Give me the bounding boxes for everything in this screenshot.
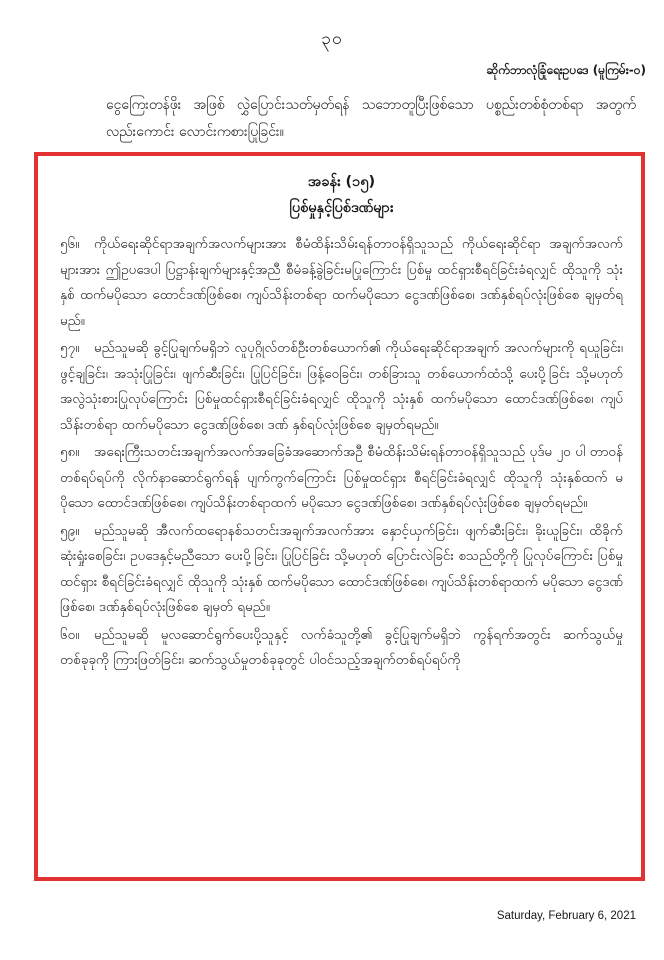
section-text: မည်သူမဆို ခွင့်ပြုချက်မရှိဘဲ လူပုဂ္ဂိုလ်တစ်ဦးတစ်ယောက်၏ ကိုယ်ရေးဆိုင်ရာအချက် အလက်များကို ရယူခြင်း၊ ဖွင့်ချခြင်း၊ အသုံးပြုခြင်း၊ ဖျက်ဆီးခြင်း၊ ပြုပြင်ခြင်း၊ ဖြန့်ဝေခြင်း၊ တစ်ခြားသူ တစ်ယောက်ထံသို့ ပေးပို့ခြင်း သို့မဟုတ် အလွဲသုံးစားပြုလုပ်ကြောင်း ပြစ်မှုထင်ရှားစီရင်ခြင်းခံရလျှင် ထိုသူကို သုံးနှစ် ထက်မပိုသော ထောင်ဒဏ်ဖြစ်စေ၊ ကျပ်သိန်းတစ်ရာ ထက်မပိုသော ငွေဒဏ်ဖြစ်စေ၊ ဒဏ် နှစ်ရပ်လုံးဖြစ်စေ ချမှတ်ရမည်။ xyxy=(60,340,623,433)
chapter-title: အခန်း (၁၅) xyxy=(307,174,376,190)
section-number: ၅၉။ xyxy=(60,522,80,539)
chapter-subtitle: ပြစ်မှုနှင့်ပြစ်ဒဏ်များ xyxy=(289,200,394,216)
section-58 xyxy=(60,440,623,517)
section-60 xyxy=(60,623,623,674)
section-text: မည်သူမဆို မူလဆောင်ရွက်ပေးပို့သူနှင့် လက်ခံသူတို့၏ ခွင့်ပြုချက်မရှိဘဲ ကွန်ရက်အတွင်း ဆက်သွယ်မှု တစ်ခုခုကို ကြားဖြတ်ခြင်း၊ ဆက်သွယ်မှုတစ်ခုခုတွင် ပါဝင်သည့်အချက်တစ်ရပ်ရပ်ကို xyxy=(60,626,623,668)
page-number: ၃၀ xyxy=(321,29,343,49)
section-number: ၅၈။ xyxy=(60,444,80,460)
intro-text: ငွေကြေးတန်ဖိုး အဖြစ် လွှဲပြောင်းသတ်မှတ်ရန် သဘောတူပြီးဖြစ်သော ပစ္စည်းတစ်စုံတစ်ရာ အတွက် လည်းကောင်း လောင်းကစားပြုခြင်း။ xyxy=(106,97,636,140)
section-text: မည်သူမဆို အီလက်ထရောနစ်သတင်းအချက်အလက်အား နှောင့်ယှက်ခြင်း၊ ဖျက်ဆီးခြင်း၊ ခိုးယူခြင်း၊ ထိခိုက်ဆုံးရှုံးစေခြင်း၊ ဥပဒေနှင့်မညီသော ပေးပို့ခြင်း၊ ပြုပြင်ခြင်း သို့မဟုတ် ပြောင်းလဲခြင်း စသည်တို့ကို ပြုလုပ်ကြောင်း ပြစ်မှုထင်ရှား စီရင်ခြင်းခံရလျှင် ထိုသူကို သုံးနှစ် ထက်မပိုသော ထောင်ဒဏ်ဖြစ်စေ၊ ကျပ်သိန်းတစ်ရာထက် မပိုသော ငွေဒဏ်ဖြစ်စေ၊ ဒဏ်နှစ်ရပ်လုံးဖြစ်စေ ချမှတ် ရမည်။ xyxy=(60,522,623,615)
running-header: ဆိုက်ဘာလုံခြုံရေးဥပဒေ (မူကြမ်း-၀) xyxy=(486,63,646,77)
section-text: အရေးကြီးသတင်းအချက်အလက်အခြေခံအဆောက်အဦ စီမံထိန်းသိမ်းရန်တာဝန်ရှိသူသည် ပုဒ်မ ၂၀ ပါ တာဝန်တစ်ရပ်ရပ်ကို လိုက်နာဆောင်ရွက်ရန် ပျက်ကွက်ကြောင်း ပြစ်မှုထင်ရှား စီရင်ခြင်းခံရလျှင် ထိုသူကို သုံးနှစ်ထက် မပိုသော ထောင်ဒဏ်ဖြစ်စေ၊ ကျပ်သိန်းတစ်ရာထက် မပိုသော ငွေဒဏ်ဖြစ်စေ၊ ဒဏ်နှစ်ရပ်လုံးဖြစ်စေ ချမှတ်ရမည်။ xyxy=(60,444,623,511)
section-number: ၅၆။ xyxy=(60,236,80,252)
section-text: ကိုယ်ရေးဆိုင်ရာအချက်အလက်များအား စီမံထိန်းသိမ်းရန်တာဝန်ရှိသူသည် ကိုယ်ရေးဆိုင်ရာ အချက်အလက်များအား ဤဥပဒေပါ ပြဋ္ဌာန်းချက်များနှင့်အညီ စီမံခန့်ခွဲခြင်းမပြုကြောင်း ပြစ်မှု ထင်ရှားစီရင်ခြင်းခံရလျှင် ထိုသူကို သုံးနှစ် ထက်မပိုသော ထောင်ဒဏ်ဖြစ်စေ၊ ကျပ်သိန်းတစ်ရာ ထက်မပိုသော ငွေဒဏ်ဖြစ်စေ၊ ဒဏ်နှစ်ရပ်လုံးဖြစ်စေ ချမှတ်ရမည်။ xyxy=(60,236,623,329)
section-number: ၅၇။ xyxy=(60,340,80,356)
section-57 xyxy=(60,336,623,438)
footer-date: Saturday, February 6, 2021 xyxy=(496,910,636,922)
section-number: ၆၀။ xyxy=(60,626,80,643)
intro-paragraph xyxy=(106,92,636,146)
section-56 xyxy=(60,232,623,334)
highlight-frame xyxy=(34,152,645,881)
section-59 xyxy=(60,519,623,621)
